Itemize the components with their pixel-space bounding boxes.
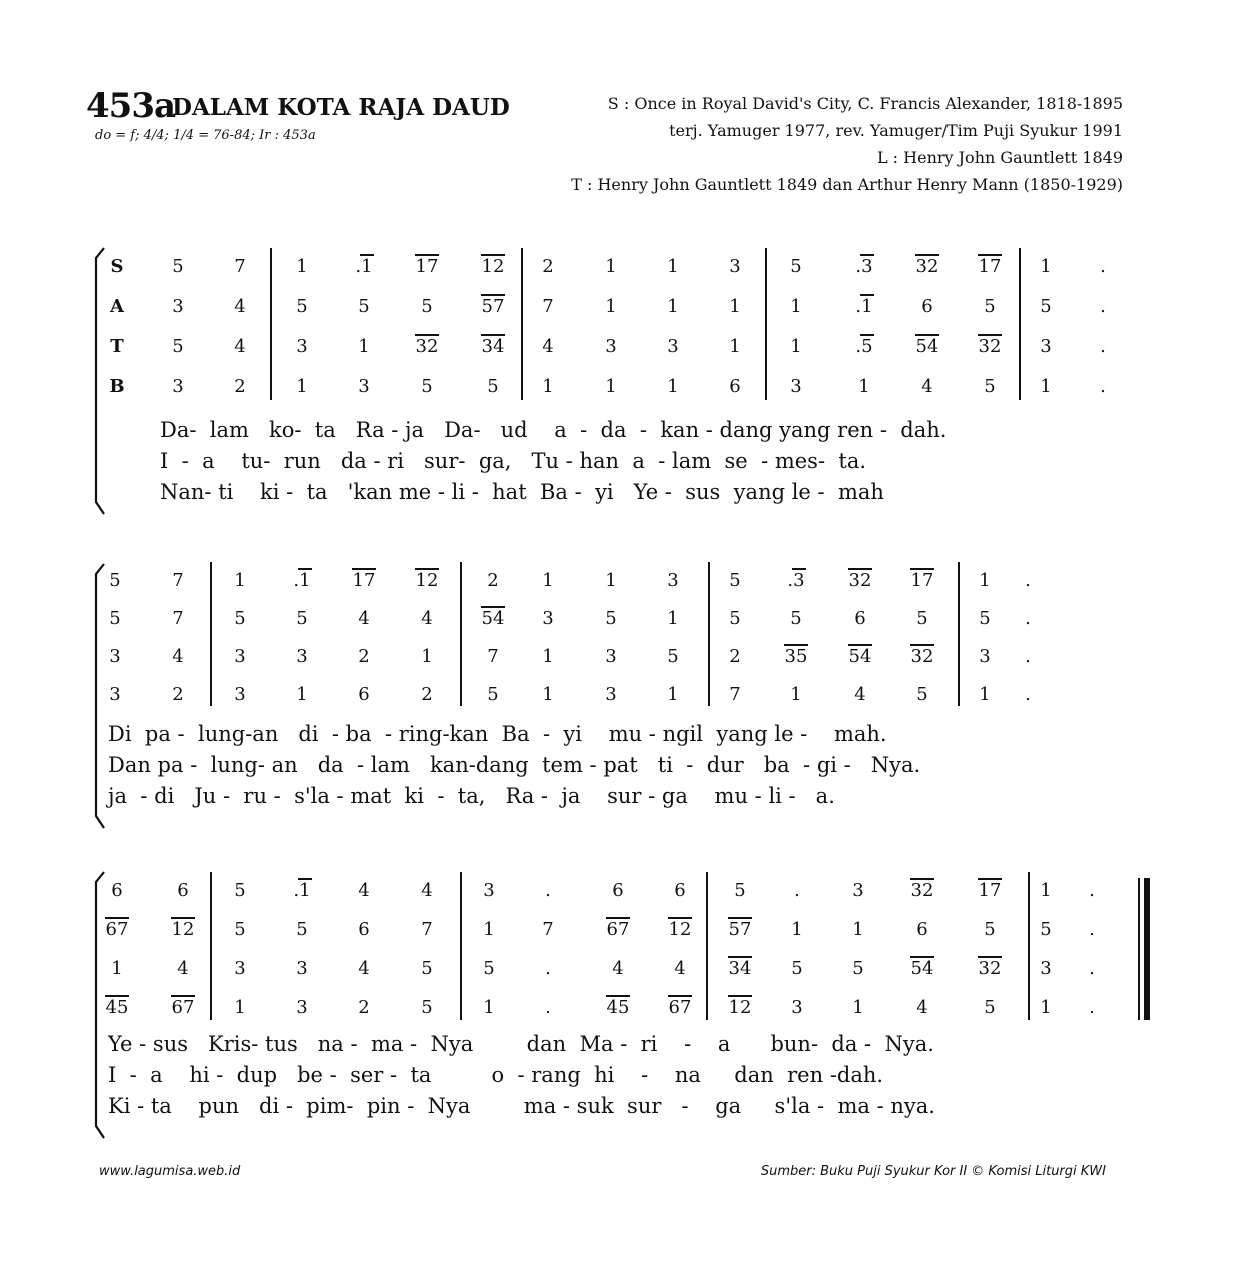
note: 1 [421, 646, 433, 667]
note: 4 [358, 880, 370, 901]
note: 57 [728, 919, 752, 940]
note: 5 [483, 958, 495, 979]
note: 3 [605, 646, 617, 667]
note: 54 [848, 646, 872, 667]
beam-line [848, 568, 872, 570]
note: 1 [605, 570, 617, 591]
beam-line [915, 254, 939, 256]
note: 12 [415, 570, 439, 591]
lyric-line: I - a tu- run da - ri sur- ga, Tu - han a - lam se - mes- ta. [160, 449, 867, 473]
lyric-line: ja - di Ju - ru - s'la - mat ki - ta, Ra - ja sur - ga mu - li - a. [108, 784, 835, 808]
note: 3 [1040, 336, 1052, 357]
note: 5 [358, 296, 370, 317]
note: 3 [109, 646, 121, 667]
note: .1 [293, 570, 311, 591]
bar-line [460, 872, 462, 1020]
note: 7 [172, 608, 184, 629]
beam-line [105, 917, 129, 919]
note: 5 [487, 376, 499, 397]
bar-line [270, 248, 272, 400]
note: 3 [358, 376, 370, 397]
note: 1 [542, 570, 554, 591]
note: 1 [790, 684, 802, 705]
note: 2 [421, 684, 433, 705]
note: .3 [855, 256, 873, 277]
note: .3 [787, 570, 805, 591]
note: 1 [234, 997, 246, 1018]
beam-line [105, 995, 129, 997]
voice-label: A [110, 296, 124, 317]
note: . [545, 958, 551, 979]
note: 5 [729, 608, 741, 629]
note: 5 [984, 919, 996, 940]
note: 1 [296, 684, 308, 705]
note: 7 [172, 570, 184, 591]
lyric-line: Di pa - lung-an di - ba - ring-kan Ba - yi mu - ngil yang le - mah. [108, 722, 887, 746]
credit-source: S : Once in Royal David's City, C. Francis Alexander, 1818-1895 [607, 94, 1123, 113]
bar-line [706, 872, 708, 1020]
note: 1 [605, 296, 617, 317]
note: 5 [852, 958, 864, 979]
note: 3 [667, 570, 679, 591]
beam-line [668, 917, 692, 919]
note: 5 [172, 336, 184, 357]
note: 35 [784, 646, 808, 667]
note: 3 [296, 997, 308, 1018]
note: 3 [296, 958, 308, 979]
note: 32 [848, 570, 872, 591]
note: 3 [296, 336, 308, 357]
note: 34 [481, 336, 505, 357]
note: 3 [605, 684, 617, 705]
note: 5 [1040, 919, 1052, 940]
beam-line [298, 878, 312, 880]
note: 3 [852, 880, 864, 901]
note: 2 [172, 684, 184, 705]
beam-line [481, 334, 505, 336]
bar-line [210, 562, 212, 706]
note: 3 [234, 958, 246, 979]
note: 5 [296, 608, 308, 629]
credit-harmony: T : Henry John Gauntlett 1849 dan Arthur Henry Mann (1850-1929) [571, 175, 1123, 194]
bar-line [708, 562, 710, 706]
lyric-line: Nan- ti ki - ta 'kan me - li - hat Ba - yi Ye - sus yang le - mah [160, 480, 884, 504]
voice-label: T [110, 336, 124, 357]
note: .1 [855, 296, 873, 317]
note: 5 [916, 684, 928, 705]
note: 6 [729, 376, 741, 397]
hymn-title: DALAM KOTA RAJA DAUD [172, 94, 510, 121]
lyric-line: I - a hi - dup be - ser - ta o - rang hi - na dan ren -dah. [108, 1063, 884, 1087]
bar-line [210, 872, 212, 1020]
note: 57 [481, 296, 505, 317]
note: 1 [483, 997, 495, 1018]
note: 1 [542, 646, 554, 667]
note: 2 [729, 646, 741, 667]
note: 4 [172, 646, 184, 667]
note: 4 [177, 958, 189, 979]
bar-line [460, 562, 462, 706]
voice-label: B [109, 376, 125, 397]
note: 1 [729, 296, 741, 317]
note: 32 [910, 880, 934, 901]
note: 6 [111, 880, 123, 901]
note: 5 [791, 958, 803, 979]
note: . [1089, 880, 1095, 901]
note: 1 [234, 570, 246, 591]
note: 1 [852, 997, 864, 1018]
note: 1 [605, 376, 617, 397]
note: 32 [978, 958, 1002, 979]
beam-line [728, 917, 752, 919]
beam-line [481, 294, 505, 296]
note: 1 [667, 684, 679, 705]
note: 1 [542, 684, 554, 705]
note: 1 [979, 570, 991, 591]
note: 1 [667, 608, 679, 629]
note: 1 [111, 958, 123, 979]
note: 2 [234, 376, 246, 397]
bar-line [521, 248, 523, 400]
note: 7 [421, 919, 433, 940]
note: 2 [358, 646, 370, 667]
note: 1 [296, 376, 308, 397]
note: 3 [172, 296, 184, 317]
final-bar-thick [1144, 878, 1150, 1020]
note: 45 [105, 997, 129, 1018]
note: . [545, 997, 551, 1018]
note: 4 [916, 997, 928, 1018]
note: 32 [910, 646, 934, 667]
note: 32 [415, 336, 439, 357]
note: 54 [910, 958, 934, 979]
note: 5 [234, 608, 246, 629]
note: 1 [729, 336, 741, 357]
note: 12 [728, 997, 752, 1018]
credit-melody: L : Henry John Gauntlett 1849 [876, 148, 1123, 167]
note: 12 [668, 919, 692, 940]
note: . [794, 880, 800, 901]
note: 5 [790, 608, 802, 629]
note: 1 [1040, 880, 1052, 901]
note: 5 [1040, 296, 1052, 317]
note: 1 [791, 919, 803, 940]
note: 17 [910, 570, 934, 591]
lyric-line: Da- lam ko- ta Ra - ja Da- ud a - da - kan - dang yang ren - dah. [160, 418, 947, 442]
note: 6 [854, 608, 866, 629]
note: 5 [234, 880, 246, 901]
note: .1 [293, 880, 311, 901]
note: 4 [674, 958, 686, 979]
note: 5 [109, 570, 121, 591]
note: 32 [978, 336, 1002, 357]
note: 12 [171, 919, 195, 940]
note: . [1100, 336, 1106, 357]
note: 5 [979, 608, 991, 629]
note: 67 [668, 997, 692, 1018]
note: 5 [790, 256, 802, 277]
tempo-meta: do = f; 4/4; 1/4 = 76-84; Ir : 453a [95, 128, 316, 143]
note: 5 [984, 296, 996, 317]
note: 1 [605, 256, 617, 277]
note: 3 [979, 646, 991, 667]
note: 1 [667, 256, 679, 277]
note: 3 [667, 336, 679, 357]
note: 1 [979, 684, 991, 705]
note: .1 [355, 256, 373, 277]
note: 1 [1040, 997, 1052, 1018]
note: 4 [358, 608, 370, 629]
note: 5 [487, 684, 499, 705]
beam-line [978, 956, 1002, 958]
note: 1 [483, 919, 495, 940]
lyric-line: Dan pa - lung- an da - lam kan-dang tem - pat ti - dur ba - gi - Nya. [108, 753, 921, 777]
note: 6 [358, 684, 370, 705]
credit-translation: terj. Yamuger 1977, rev. Yamuger/Tim Puji Syukur 1991 [669, 121, 1123, 140]
note: . [1100, 296, 1106, 317]
note: 4 [921, 376, 933, 397]
note: 4 [612, 958, 624, 979]
note: 7 [234, 256, 246, 277]
note: . [1089, 958, 1095, 979]
beam-line [415, 568, 439, 570]
hymn-number: 453a [86, 86, 176, 126]
beam-line [910, 878, 934, 880]
footer-source: Sumber: Buku Puji Syukur Kor II © Komisi Liturgi KWI [760, 1164, 1106, 1179]
note: 17 [978, 880, 1002, 901]
beam-line [481, 606, 505, 608]
note: . [545, 880, 551, 901]
beam-line [915, 334, 939, 336]
note: 5 [729, 570, 741, 591]
note: 6 [674, 880, 686, 901]
note: 6 [358, 919, 370, 940]
note: 3 [542, 608, 554, 629]
beam-line [415, 334, 439, 336]
note: 7 [729, 684, 741, 705]
note: 67 [171, 997, 195, 1018]
note: 3 [483, 880, 495, 901]
beam-line [792, 568, 806, 570]
note: 3 [729, 256, 741, 277]
note: 1 [358, 336, 370, 357]
note: 3 [605, 336, 617, 357]
note: 17 [352, 570, 376, 591]
note: . [1100, 256, 1106, 277]
note: 3 [1040, 958, 1052, 979]
bar-line [958, 562, 960, 706]
note: 4 [421, 608, 433, 629]
beam-line [848, 644, 872, 646]
note: 5 [667, 646, 679, 667]
note: . [1025, 684, 1031, 705]
note: . [1025, 570, 1031, 591]
note: 5 [984, 376, 996, 397]
note: 67 [606, 919, 630, 940]
note: 5 [734, 880, 746, 901]
note: 5 [172, 256, 184, 277]
note: 4 [358, 958, 370, 979]
note: 3 [296, 646, 308, 667]
beam-line [860, 254, 874, 256]
note: 3 [172, 376, 184, 397]
beam-line [978, 334, 1002, 336]
beam-line [728, 956, 752, 958]
final-bar-thin [1138, 878, 1140, 1020]
note: 3 [790, 376, 802, 397]
note: 3 [234, 646, 246, 667]
note: 1 [858, 376, 870, 397]
note: 45 [606, 997, 630, 1018]
note: 1 [852, 919, 864, 940]
beam-line [415, 254, 439, 256]
note: 4 [234, 336, 246, 357]
note: 3 [234, 684, 246, 705]
note: 3 [109, 684, 121, 705]
note: . [1100, 376, 1106, 397]
beam-line [668, 995, 692, 997]
note: 5 [234, 919, 246, 940]
note: . [1025, 646, 1031, 667]
lyric-line: Ki - ta pun di - pim- pin - Nya ma - suk sur - ga s'la - ma - nya. [108, 1094, 935, 1118]
note: 17 [415, 256, 439, 277]
note: 4 [542, 336, 554, 357]
voice-label: S [110, 256, 124, 277]
beam-line [910, 644, 934, 646]
note: 5 [984, 997, 996, 1018]
note: 5 [296, 296, 308, 317]
beam-line [978, 254, 1002, 256]
note: 6 [921, 296, 933, 317]
note: 5 [109, 608, 121, 629]
note: 6 [916, 919, 928, 940]
beam-line [860, 294, 874, 296]
bar-line [765, 248, 767, 400]
note: 54 [481, 608, 505, 629]
beam-line [298, 568, 312, 570]
note: 5 [421, 296, 433, 317]
beam-line [606, 995, 630, 997]
note: 2 [542, 256, 554, 277]
beam-line [978, 878, 1002, 880]
note: 54 [915, 336, 939, 357]
note: 1 [296, 256, 308, 277]
note: 1 [667, 376, 679, 397]
note: . [1089, 919, 1095, 940]
note: 1 [790, 296, 802, 317]
note: 5 [296, 919, 308, 940]
note: . [1089, 997, 1095, 1018]
note: 2 [358, 997, 370, 1018]
beam-line [860, 334, 874, 336]
note: 5 [605, 608, 617, 629]
beam-line [360, 254, 374, 256]
note: . [1025, 608, 1031, 629]
note: 3 [791, 997, 803, 1018]
note: 32 [915, 256, 939, 277]
note: 6 [612, 880, 624, 901]
beam-line [728, 995, 752, 997]
beam-line [481, 254, 505, 256]
note: 4 [421, 880, 433, 901]
beam-line [171, 995, 195, 997]
note: 5 [421, 376, 433, 397]
note: 5 [916, 608, 928, 629]
note: 2 [487, 570, 499, 591]
note: 5 [421, 997, 433, 1018]
note: .5 [855, 336, 873, 357]
beam-line [171, 917, 195, 919]
note: 6 [177, 880, 189, 901]
note: 1 [667, 296, 679, 317]
note: 67 [105, 919, 129, 940]
note: 1 [790, 336, 802, 357]
note: 34 [728, 958, 752, 979]
note: 1 [542, 376, 554, 397]
beam-line [910, 568, 934, 570]
note: 7 [487, 646, 499, 667]
beam-line [352, 568, 376, 570]
note: 5 [421, 958, 433, 979]
footer-website: www.lagumisa.web.id [99, 1164, 241, 1179]
lyric-line: Ye - sus Kris- tus na - ma - Nya dan Ma - ri - a bun- da - Nya. [108, 1032, 934, 1056]
note: 4 [234, 296, 246, 317]
note: 12 [481, 256, 505, 277]
beam-line [606, 917, 630, 919]
note: 7 [542, 296, 554, 317]
bar-line [1019, 248, 1021, 400]
note: 1 [1040, 256, 1052, 277]
note: 17 [978, 256, 1002, 277]
beam-line [910, 956, 934, 958]
note: 7 [542, 919, 554, 940]
note: 1 [1040, 376, 1052, 397]
note: 4 [854, 684, 866, 705]
beam-line [784, 644, 808, 646]
